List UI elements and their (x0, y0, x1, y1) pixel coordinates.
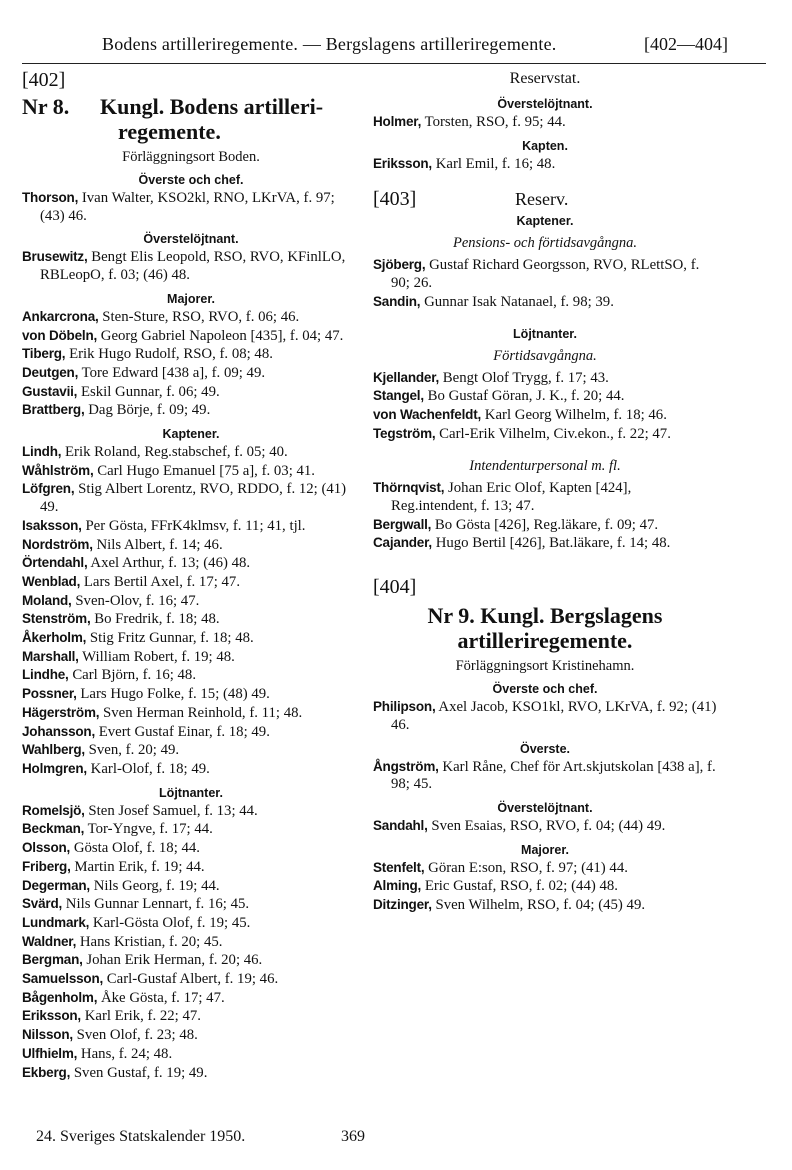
page-range: [402—404] (644, 34, 728, 54)
entry-details: Karl-Olof, f. 18; 49. (90, 760, 210, 777)
entry-name: Stenfelt, (373, 859, 425, 875)
section-number-402: [402] (22, 69, 66, 91)
entry-name: Johansson, (22, 723, 96, 739)
list-item (22, 308, 360, 327)
entry-name: Sandahl, (373, 817, 428, 833)
regiment-title-line2: regemente. (118, 119, 221, 144)
list-item (22, 248, 360, 284)
list-item (22, 1045, 360, 1064)
entry-name: Beckman, (22, 821, 85, 837)
list-item (22, 666, 360, 685)
list-item (22, 839, 360, 858)
entry-details: Johan Erik Herman, f. 20; 46. (86, 952, 263, 969)
entry-details: Nils Gunnar Lennart, f. 16; 45. (65, 896, 250, 913)
entry-details: Sven, f. 20; 49. (88, 742, 180, 759)
list-item (22, 462, 360, 481)
running-title: Bodens artilleriregemente. — Bergslagens artilleriregemente. (102, 34, 557, 54)
entry-details: Eric Gustaf, RSO, f. 02; (44) 48. (424, 878, 618, 895)
entry-name: Bergman, (22, 952, 83, 968)
entry-details: Nils Georg, f. 19; 44. (93, 877, 220, 894)
kaptener-entries (373, 256, 717, 311)
entry-name: Åkerholm, (22, 630, 87, 646)
entry-details: Bo Fredrik, f. 18; 48. (94, 611, 220, 628)
regiment-title-nr9-line2: artilleriregemente. (457, 628, 633, 654)
lojtnanter-entries (373, 369, 717, 444)
right-column (373, 68, 717, 915)
entry-details: Carl Hugo Emanuel [75 a], f. 03; 41. (97, 462, 316, 479)
entry-details: Karl-Gösta Olof, f. 19; 45. (92, 914, 251, 931)
list-item (373, 425, 717, 444)
list-item (22, 933, 360, 952)
list-item (22, 914, 360, 933)
entry-details: Dag Börje, f. 09; 49. (88, 402, 211, 419)
list-item (373, 293, 717, 312)
footer-page-number: 369 (341, 1128, 365, 1145)
intendentur-subheading: Intendenturpersonal m. fl. (469, 458, 621, 475)
entry-name: Eriksson, (22, 1008, 81, 1024)
entry-name: Deutgen, (22, 364, 79, 380)
entry-name: Stenström, (22, 611, 91, 627)
entry-name: Nilsson, (22, 1027, 73, 1043)
list-item (22, 1007, 360, 1026)
entry-details: Bengt Olof Trygg, f. 17; 43. (442, 369, 609, 386)
entry-name: Bergwall, (373, 516, 432, 532)
entry-details: Ivan Walter, KSO2kl, RNO, LKrVA, f. 97; (43) 46. (40, 190, 335, 224)
section-number-404: [404] (373, 576, 417, 599)
entry-details: Sven-Olov, f. 16; 47. (75, 592, 200, 609)
list-item (373, 369, 717, 388)
entry-details: Torsten, RSO, f. 95; 44. (424, 114, 566, 130)
list-item (22, 364, 360, 383)
entry-details: Nils Albert, f. 14; 46. (96, 536, 223, 553)
kaptener-subheading: Pensions- och förtidsavgångna. (452, 235, 638, 252)
list-item (22, 951, 360, 970)
entry-details: Bo Gustaf Göran, J. K., f. 20; 44. (427, 388, 625, 405)
entry-name: Brusewitz, (22, 249, 88, 265)
entry-name: Lindhe, (22, 667, 69, 683)
kaptener-heading: Kaptener. (516, 214, 574, 229)
reservstat-title: Reservstat. (509, 70, 581, 87)
entry-name: Lundmark, (22, 914, 90, 930)
entry-details: Hugo Bertil [426], Bat.läkare, f. 14; 48. (435, 535, 671, 552)
entry-name: Olsson, (22, 840, 71, 856)
list-item (22, 858, 360, 877)
list-item (22, 536, 360, 555)
entry-details: Gunnar Isak Natanael, f. 98; 39. (424, 293, 614, 310)
rank-heading: Överste. (519, 741, 571, 756)
footer-publication: 24. Sveriges Statskalender 1950. (36, 1128, 246, 1145)
entry-details: Lars Hugo Folke, f. 15; (48) 49. (80, 686, 270, 703)
entry-details: Sven Olof, f. 23; 48. (76, 1027, 198, 1044)
rank-heading: Överstelöjtnant. (143, 232, 239, 247)
entry-name: Moland, (22, 592, 72, 608)
list-item (22, 573, 360, 592)
list-item (373, 516, 717, 535)
rank-heading: Kapten. (522, 138, 568, 153)
list-item (22, 327, 360, 346)
entry-details: Karl Emil, f. 16; 48. (435, 155, 556, 172)
list-item (22, 970, 360, 989)
list-item (22, 704, 360, 723)
entry-name: Holmgren, (22, 760, 87, 776)
entry-name: Ekberg, (22, 1064, 71, 1080)
rank-heading: Överstelöjtnant. (497, 800, 593, 815)
entry-details: Sten-Sture, RSO, RVO, f. 06; 46. (102, 308, 300, 325)
rank-heading: Överstelöjtnant. (497, 97, 593, 111)
list-item (22, 877, 360, 896)
entry-name: Ditzinger, (373, 897, 432, 913)
entry-details: Karl Georg Wilhelm, f. 18; 46. (484, 406, 667, 423)
list-item (22, 443, 360, 462)
list-item (22, 610, 360, 629)
entry-details: Stig Fritz Gunnar, f. 18; 48. (89, 630, 254, 647)
entry-name: Hägerström, (22, 704, 100, 720)
entry-name: Örtendahl, (22, 555, 88, 571)
entry-name: Ankarcrona, (22, 308, 99, 324)
entry-name: Wåhlström, (22, 462, 94, 478)
rank-heading: Löjtnanter. (159, 785, 223, 800)
entry-name: Degerman, (22, 877, 90, 893)
list-item (373, 877, 717, 896)
entry-details: Johan Eric Olof, Kapten [424], Reg.intendent, f. 13; 47. (391, 480, 632, 515)
entry-name: Ulfhielm, (22, 1045, 78, 1061)
entry-name: Holmer, (373, 114, 422, 129)
entry-name: Friberg, (22, 858, 71, 874)
entry-details: Axel Arthur, f. 13; (46) 48. (90, 555, 251, 572)
entry-name: Philipson, (373, 699, 436, 715)
entry-details: Gustaf Richard Georgsson, RVO, RLettSO, f. 90; 26. (391, 257, 700, 292)
regiment-title-line1: Kungl. Bodens artilleri- (100, 94, 324, 119)
entry-name: Possner, (22, 686, 77, 702)
left-column (22, 68, 360, 1082)
left-groups (22, 172, 360, 1082)
entry-details: Sven Esaias, RSO, RVO, f. 04; (44) 49. (431, 817, 666, 834)
rank-heading: Majorer. (167, 291, 215, 306)
list-item (373, 534, 717, 553)
entry-name: Sjöberg, (373, 257, 426, 273)
entry-name: Tiberg, (22, 346, 66, 362)
entry-details: Carl Björn, f. 16; 48. (72, 667, 197, 684)
entry-details: Karl Erik, f. 22; 47. (84, 1008, 201, 1025)
list-item (373, 817, 717, 836)
reservstat-groups (373, 96, 717, 173)
header-rule (22, 63, 766, 64)
list-item (373, 896, 717, 915)
list-item (22, 895, 360, 914)
list-item (373, 479, 717, 515)
entry-name: von Wachenfeldt, (373, 406, 482, 422)
list-item (22, 383, 360, 402)
list-item (22, 345, 360, 364)
list-item (373, 758, 717, 794)
entry-details: Sven Herman Reinhold, f. 11; 48. (103, 704, 303, 721)
list-item (22, 648, 360, 667)
section-number-403: [403] (373, 188, 417, 211)
entry-name: von Döbeln, (22, 327, 98, 343)
entry-details: Carl-Gustaf Albert, f. 19; 46. (106, 971, 279, 988)
entry-details: Hans Kristian, f. 20; 45. (79, 933, 223, 950)
entry-details: Bo Gösta [426], Reg.läkare, f. 09; 47. (434, 516, 659, 533)
entry-name: Samuelsson, (22, 971, 104, 987)
entry-name: Romelsjö, (22, 802, 85, 818)
entry-details: Erik Roland, Reg.stabschef, f. 05; 40. (65, 444, 288, 461)
entry-details: Carl-Erik Vilhelm, Civ.ekon., f. 22; 47. (439, 425, 671, 442)
rank-heading: Överste och chef. (138, 173, 244, 187)
entry-details: Sten Josef Samuel, f. 13; 44. (88, 802, 258, 819)
list-item (373, 155, 717, 174)
entry-name: Bågenholm, (22, 989, 98, 1005)
list-item (22, 989, 360, 1008)
entry-name: Marshall, (22, 648, 79, 664)
list-item (22, 802, 360, 821)
list-item (22, 189, 360, 225)
list-item (373, 113, 717, 132)
list-item (22, 592, 360, 611)
entry-name: Stangel, (373, 388, 424, 404)
list-item (22, 401, 360, 420)
entry-details: Lars Bertil Axel, f. 17; 47. (83, 573, 241, 590)
entry-name: Nordström, (22, 536, 93, 552)
entry-details: Karl Råne, Chef för Art.skjutskolan [438 a], f. 98; 45. (391, 758, 716, 793)
entry-details: Hans, f. 24; 48. (80, 1045, 173, 1062)
lojtnanter-heading: Löjtnanter. (513, 326, 577, 341)
entry-details: Eskil Gunnar, f. 06; 49. (80, 383, 220, 400)
list-item (22, 685, 360, 704)
entry-details: Tore Edward [438 a], f. 09; 49. (81, 364, 266, 381)
entry-name: Thorson, (22, 190, 79, 205)
list-item (373, 387, 717, 406)
list-item (373, 698, 717, 734)
list-item (22, 1064, 360, 1083)
entry-name: Alming, (373, 878, 422, 894)
entry-details: Sven Wilhelm, RSO, f. 04; (45) 49. (435, 897, 646, 914)
list-item (22, 1026, 360, 1045)
intendentur-entries (373, 479, 717, 553)
entry-details: Erik Hugo Rudolf, RSO, f. 08; 48. (69, 346, 273, 363)
entry-name: Isaksson, (22, 517, 82, 533)
list-item (22, 760, 360, 779)
reserv-title: Reserv. (515, 189, 569, 210)
entry-name: Gustavii, (22, 383, 78, 399)
list-item (373, 406, 717, 425)
entry-details: Stig Albert Lorentz, RVO, RDDO, f. 12; (41) 49. (40, 481, 347, 516)
list-item (22, 480, 360, 516)
nr9-location-line: Förläggningsort Kristinehamn. (455, 658, 635, 675)
list-item (22, 517, 360, 536)
entry-name: Kjellander, (373, 369, 440, 385)
list-item (373, 256, 717, 292)
rank-heading: Kaptener. (162, 427, 220, 442)
lojtnanter-subheading: Förtidsavgångna. (493, 347, 597, 364)
nr9-groups (373, 681, 717, 915)
entry-details: Axel Jacob, KSO1kl, RVO, LKrVA, f. 92; (41) 46. (391, 699, 717, 733)
rank-heading: Majorer. (521, 842, 569, 857)
entry-name: Löfgren, (22, 481, 75, 497)
entry-details: Tor-Yngve, f. 17; 44. (87, 821, 213, 838)
regiment-title-nr9-line1: Nr 9. Kungl. Bergslagens (427, 603, 663, 629)
list-item (22, 820, 360, 839)
rank-heading: Överste och chef. (492, 682, 598, 697)
regiment-number: Nr 8. (22, 94, 70, 119)
entry-details: Per Gösta, FFrK4klmsv, f. 11; 41, tjl. (85, 517, 306, 534)
entry-name: Brattberg, (22, 402, 85, 418)
entry-name: Lindh, (22, 444, 62, 460)
entry-details: Sven Gustaf, f. 19; 49. (73, 1064, 208, 1081)
section-403-header (373, 187, 717, 211)
entry-name: Tegström, (373, 425, 436, 441)
entry-name: Thörnqvist, (373, 480, 445, 496)
entry-name: Svärd, (22, 896, 63, 912)
list-item (373, 859, 717, 878)
entry-details: Bengt Elis Leopold, RSO, RVO, KFinlLO, RBLeopO, f. 03; (46) 48. (40, 249, 346, 284)
entry-name: Sandin, (373, 293, 421, 309)
entry-details: Gösta Olof, f. 18; 44. (73, 840, 200, 857)
entry-details: Göran E:son, RSO, f. 97; (41) 44. (428, 859, 628, 876)
entry-details: Evert Gustaf Einar, f. 18; 49. (98, 723, 270, 740)
entry-name: Wahlberg, (22, 742, 85, 758)
regiment-title-nr8 (22, 94, 360, 144)
page-footer (36, 1128, 756, 1150)
entry-name: Eriksson, (373, 155, 432, 171)
list-item (22, 629, 360, 648)
list-item (22, 741, 360, 760)
entry-name: Ångström, (373, 758, 439, 774)
entry-details: Åke Gösta, f. 17; 47. (100, 989, 225, 1006)
entry-details: Martin Erik, f. 19; 44. (74, 858, 205, 875)
entry-details: William Robert, f. 19; 48. (82, 648, 235, 665)
entry-name: Cajander, (373, 535, 432, 551)
entry-name: Waldner, (22, 933, 77, 949)
list-item (22, 554, 360, 573)
page-header (0, 34, 792, 60)
location-line: Förläggningsort Boden. (122, 149, 260, 165)
list-item (22, 723, 360, 742)
entry-name: Wenblad, (22, 573, 81, 589)
entry-details: Georg Gabriel Napoleon [435], f. 04; 47. (100, 327, 344, 344)
